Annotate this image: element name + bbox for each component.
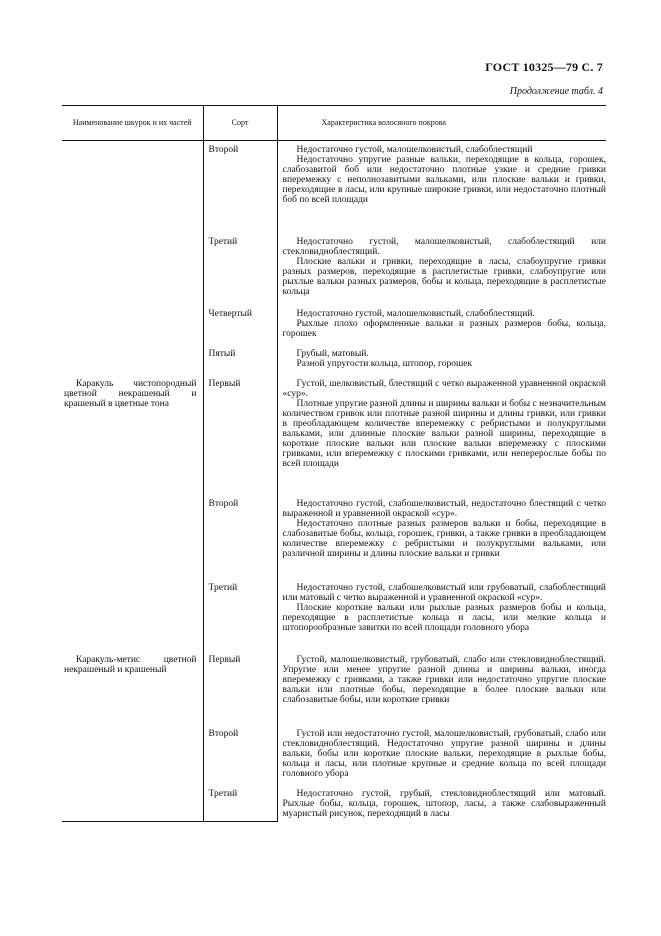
description-paragraph: Плоские короткие вальки или рыхлые разных размеров бобы и кольца, переходящие в расплетистые кольца и ласы, или мелкие кольца и штопорообразные завитки по всей площади головного убора <box>282 603 606 633</box>
description-cell <box>277 375 606 495</box>
item-name: Каракуль чистопородный цветной некрашеный и крашеный в цветные тона <box>64 379 197 409</box>
description-cell <box>277 345 606 375</box>
description-cell <box>277 579 606 651</box>
column-header-name: Наименование шкурок и их частей <box>62 106 203 141</box>
table-row <box>62 233 606 305</box>
description-paragraph: Недостаточно плотные разных размеров вальки и бобы, переходящие в слабозавитые бобы, кольца, горошек, гривки, а также гривки в преобладающем количестве вперемежку с ребристыми и полукруглыми вальками, или различной ширины и длины плоские вальки и гривки <box>282 519 606 559</box>
description-cell <box>277 651 606 725</box>
description-paragraph: Недостаточно густой, слабошелковистый, недостаточно блестящий с четко выраженной и уравненной окраской «сур». <box>282 499 606 519</box>
sort-cell <box>203 141 277 234</box>
sort-cell <box>203 345 277 375</box>
table-continuation-note: Продолжение табл. 4 <box>509 86 603 97</box>
characteristics-table <box>62 105 606 822</box>
description-paragraph: Недостаточно упругие разные вальки, переходящие в кольца, горошек, слабозавитой боб или недостаточно плотные узкие и средние гривки вперемежку с неполнозавитыми вальками, или плоские вальки и гривки, переходящие в ласы, или крупные широкие гривки, или недостаточно плотный боб по всей площади <box>282 155 606 205</box>
name-cell <box>62 651 203 725</box>
description-paragraph: Плоские вальки и гривки, переходящие в ласы, слабоупругие гривки разных размеров, переходящие в расплетистые гривки, слабоупругие или рыхлые вальки разных размеров, бобы и кольца, переходящие в расплетистые кольца <box>282 257 606 297</box>
sort-cell <box>203 785 277 822</box>
description-paragraph: Рыхлые плохо оформленные вальки и разных размеров бобы, кольца, горошек <box>282 319 606 339</box>
sort-cell <box>203 579 277 651</box>
name-cell <box>62 375 203 495</box>
item-sort: Третий <box>208 237 238 247</box>
name-cell <box>62 495 203 579</box>
name-cell <box>62 141 203 234</box>
item-sort: Третий <box>208 789 238 799</box>
item-sort: Первый <box>208 655 241 665</box>
item-sort: Второй <box>208 499 239 509</box>
table-row <box>62 579 606 651</box>
table-row <box>62 345 606 375</box>
page-header-title: ГОСТ 10325—79 С. 7 <box>485 60 603 74</box>
item-sort: Третий <box>208 583 238 593</box>
table-row <box>62 141 606 234</box>
description-paragraph: Недостаточно густой, грубый, стекловидноблестящий или матовый. Рыхлые бобы, кольца, горошек, штопор, ласы, а также слабовыраженный муаристый рисунок, переходящий в ласы <box>282 789 606 819</box>
table-row <box>62 725 606 785</box>
column-header-sort: Сорт <box>203 106 277 141</box>
description-paragraph: Недостаточно густой, слабошелковистый или грубоватый, слабоблестящий или матовый с четко выраженной и уравненной окраской «сур». <box>282 583 606 603</box>
description-paragraph: Разной упругости кольца, штопор, горошек <box>296 359 473 369</box>
sort-cell <box>203 495 277 579</box>
item-sort: Четвертый <box>208 309 252 319</box>
sort-cell <box>203 725 277 785</box>
item-sort: Второй <box>208 145 239 155</box>
name-cell <box>62 305 203 345</box>
item-sort: Пятый <box>208 349 236 359</box>
description-cell <box>277 233 606 305</box>
sort-cell <box>203 305 277 345</box>
description-paragraph: Недостаточно густой, малошелковистый, слабоблестящий. <box>296 309 535 319</box>
description-paragraph: Недостаточно густой, малошелковистый, слабоблестящий <box>296 145 533 155</box>
description-paragraph: Густой или недостаточно густой, малошелковистый, грубоватый, слабо или стекловидноблестящий. Недостаточно упругие разной ширины и длины вальки, бобы или короткие плоские вальки, переходящие в рыхлые бобы, кольца и ласы, или плотные крупные и средние кольца по всей площади головного убора <box>282 729 606 779</box>
table-row <box>62 375 606 495</box>
name-cell <box>62 785 203 822</box>
name-cell <box>62 345 203 375</box>
description-cell <box>277 495 606 579</box>
description-paragraph: Плотные упругие разной длины и ширины вальки и бобы с незначительным количеством гривок или плотные разной ширины и длины гривки, или гривки в преобладающем количестве вперемежку с ребристыми и полукруглыми вальками, или длинные плоские вальки разной ширины, переходящие в короткие плоские вальки или плоские вальки вперемежку с плоскими гривками, или вперемежку с плоскими гривками, или неперерослые бобы по всей площади <box>282 399 606 469</box>
description-cell <box>277 725 606 785</box>
description-paragraph: Грубый, матовый. <box>296 349 369 359</box>
table-row <box>62 651 606 725</box>
table-row <box>62 495 606 579</box>
description-paragraph: Недостаточно густой, малошелковистый, слабоблестящий или стекловидноблестящий. <box>282 237 606 257</box>
description-cell <box>277 785 606 822</box>
column-header-description: Характеристика волосяного покрова <box>277 106 606 141</box>
table-row <box>62 785 606 822</box>
sort-cell <box>203 233 277 305</box>
table-row <box>62 305 606 345</box>
name-cell <box>62 233 203 305</box>
item-sort: Первый <box>208 379 241 389</box>
sort-cell <box>203 375 277 495</box>
item-sort: Второй <box>208 729 239 739</box>
name-cell <box>62 579 203 651</box>
description-cell <box>277 305 606 345</box>
description-cell <box>277 141 606 234</box>
table-header-row <box>62 106 606 141</box>
description-paragraph: Густой, шелковистый, блестящий с четко выраженной уравненной окраской «сур». <box>282 379 606 399</box>
sort-cell <box>203 651 277 725</box>
name-cell <box>62 725 203 785</box>
description-paragraph: Густой, малошелковистый, грубоватый, слабо или стекловидноблестящий. Упругие или менее упругие разной длины и ширины вальки, иногда вперемежку с гривками, а также гривки или недостаточно упругие плоские вальки или плотные бобы, переходящие в более плоские вальки или слабозавитые бобы, или короткие гривки <box>282 655 606 705</box>
item-name: Каракуль-метис цветной некрашеный и крашеный <box>64 655 197 675</box>
